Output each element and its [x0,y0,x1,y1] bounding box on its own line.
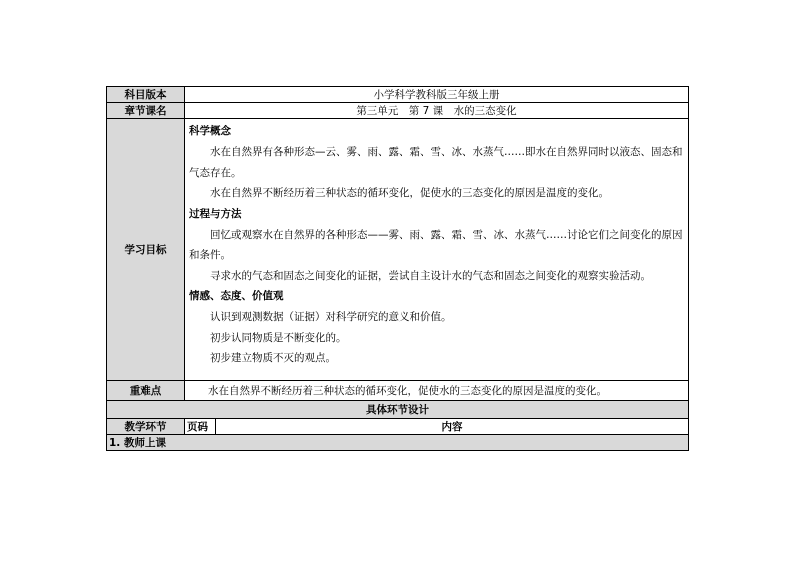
emotion-attitude-text: 初步认同物质是不断变化的。 [210,331,347,344]
chapter-value: 第三单元 第 7 课 水的三态变化 [185,103,689,119]
process-method-heading: 过程与方法 [189,207,242,220]
emotion-attitude-heading: 情感、态度、价值观 [189,290,284,302]
process-method-text: 回忆或观察水在自然界的各种形态——雾、雨、露、霜、雪、冰、水蒸气……讨论它们之间变化的原因和条件。 [189,228,683,261]
subject-label: 科目版本 [107,87,185,103]
science-concept-text: 水在自然界不断经历着三种状态的循环变化，促使水的三态变化的原因是温度的变化。 [210,187,609,199]
emotion-attitude-text: 认识到观测数据（证据）对科学研究的意义和价值。 [210,311,452,323]
key-points-value: 水在自然界不断经历着三种状态的循环变化，促使水的三态变化的原因是温度的变化。 [185,381,689,401]
goals-label: 学习目标 [107,119,185,381]
col-header-content: 内容 [216,419,689,435]
science-concept-heading: 科学概念 [189,125,231,137]
col-header-page: 页码 [185,419,216,435]
header-row [107,419,689,435]
design-title-row [107,401,689,419]
key-points-row [107,381,689,401]
goals-row [107,119,689,381]
science-concept-text: 水在自然界有各种形态—云、雾、雨、露、霜、雪、冰、水蒸气……即水在自然界同时以液态、固态和气态存在。 [189,146,683,179]
goals-content [185,119,689,381]
process-method-text: 寻求水的气态和固态之间变化的证据，尝试自主设计水的气态和固态之间变化的观察实验活动。 [210,269,651,282]
key-points-label: 重难点 [107,381,185,401]
chapter-row [107,103,689,119]
first-stage: 1. 教师上课 [107,435,689,451]
emotion-attitude-text: 初步建立物质不灭的观点。 [210,352,336,364]
chapter-label: 章节课名 [107,103,185,119]
lesson-plan-table [106,86,689,451]
subject-row [107,87,689,103]
stage-row [107,435,689,451]
col-header-stage: 教学环节 [107,419,185,435]
design-title: 具体环节设计 [107,401,689,419]
subject-value: 小学科学教科版三年级上册 [185,87,689,103]
